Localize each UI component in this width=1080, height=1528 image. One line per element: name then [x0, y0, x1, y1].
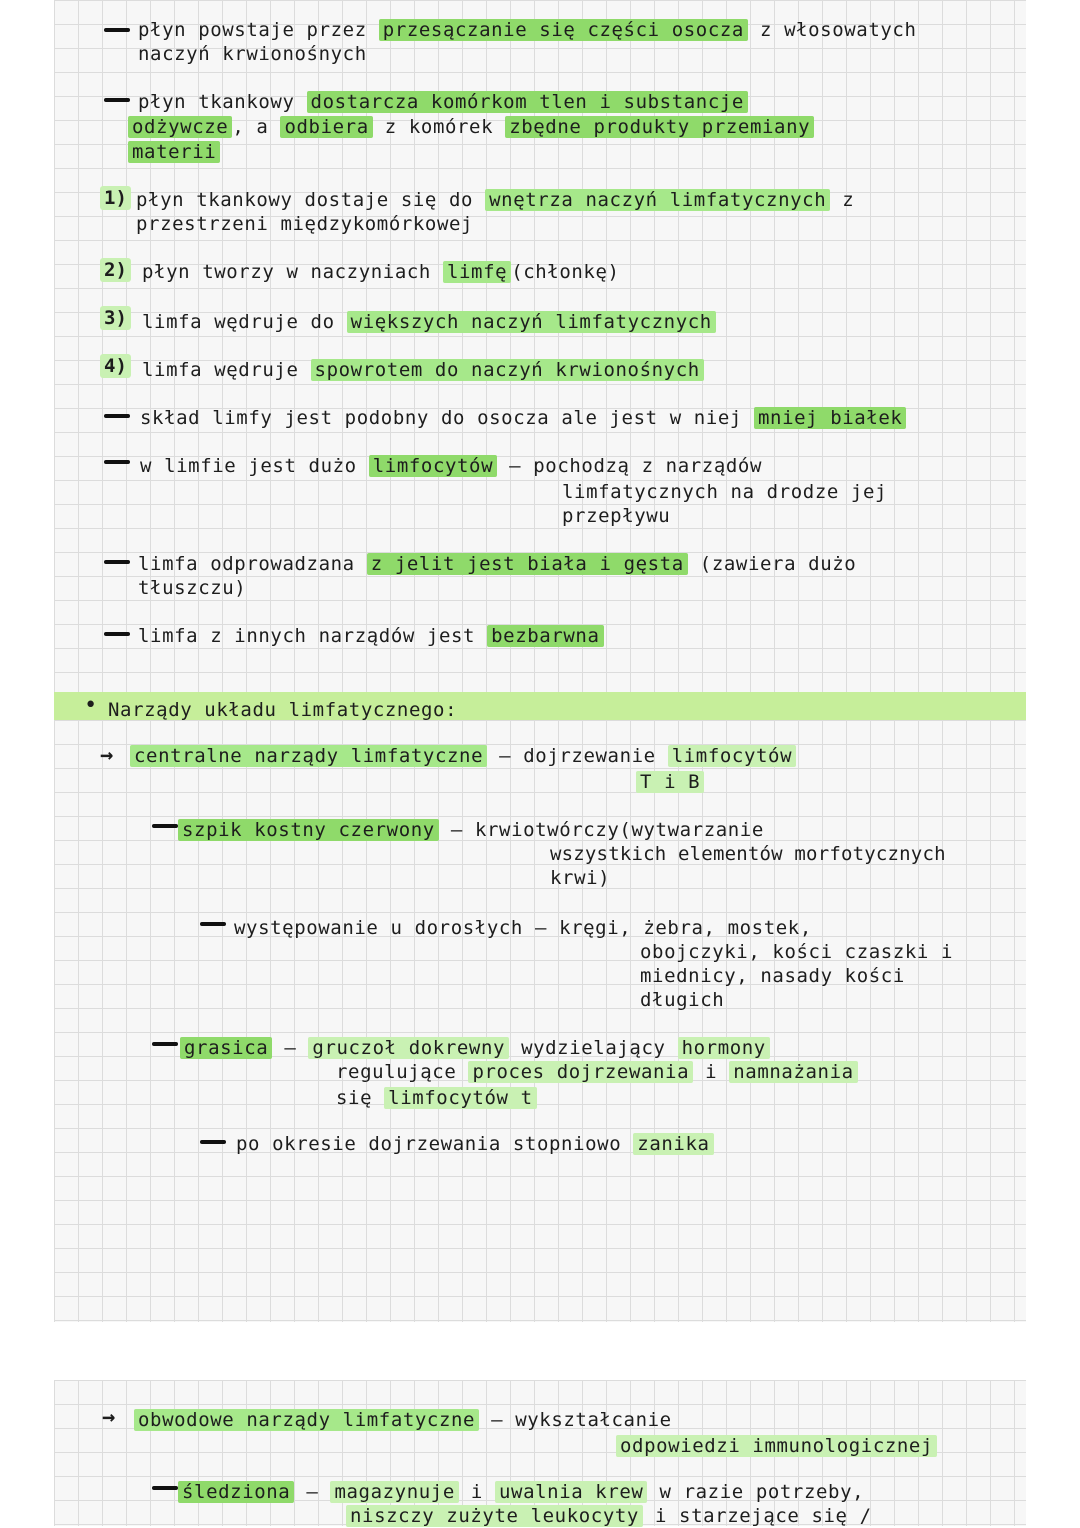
note-text: płyn tkankowy dostaje się do: [136, 189, 486, 211]
step-number: 3): [100, 306, 131, 330]
highlight: wnętrza naczyń limfatycznych: [485, 189, 830, 211]
note-text: regulujące: [336, 1061, 457, 1083]
note-line: [640, 964, 905, 988]
note-line: [130, 744, 796, 768]
note-text: płyn tworzy w naczyniach: [142, 261, 443, 283]
bullet-dot: •: [84, 693, 98, 718]
highlight: limfocytów: [369, 455, 497, 477]
highlight: namnażania: [729, 1061, 857, 1083]
highlight: mniej białek: [754, 407, 906, 429]
note-line: [138, 90, 748, 114]
step-number: 1): [100, 186, 131, 210]
note-text: limfa z innych narządów jest: [138, 625, 488, 647]
highlight: materii: [128, 141, 220, 163]
note-text: —: [294, 1481, 331, 1503]
note-text: płyn tkankowy: [138, 91, 307, 113]
note-text: limfa wędruje: [142, 359, 311, 381]
note-line: [134, 1408, 672, 1432]
note-line: [178, 818, 764, 842]
note-text: (chłonkę): [511, 261, 620, 283]
note-line: [562, 504, 670, 528]
highlight: z jelit jest biała i gęsta: [367, 553, 688, 575]
note-text: naczyń krwionośnych: [138, 43, 367, 65]
note-text: krwiotwórczy: [474, 819, 620, 841]
highlight: dostarcza komórkom tlen i substancje: [307, 91, 748, 113]
note-text: przepływu: [562, 505, 671, 527]
step-number: 2): [100, 258, 131, 282]
dash-marker: [104, 98, 130, 102]
note-text: z włosowatych: [747, 19, 917, 41]
note-text: długich: [640, 989, 725, 1011]
note-text: z: [830, 189, 855, 211]
highlight: większych naczyń limfatycznych: [347, 311, 716, 333]
highlight: T i B: [636, 771, 704, 793]
note-text: — pochodzą z narządów: [497, 455, 762, 477]
note-line: [140, 454, 762, 478]
note-line: [346, 1504, 872, 1528]
note-line: [138, 42, 367, 66]
note-line: [140, 406, 906, 430]
highlight: odżywcze: [128, 116, 232, 138]
highlight: przesączanie się części osocza: [379, 19, 748, 41]
note-line: [180, 1036, 770, 1060]
step-number: 4): [100, 354, 131, 378]
note-text: w limfie jest dużo: [140, 455, 369, 477]
highlight: odbiera: [280, 116, 372, 138]
arrow-right-icon: →: [100, 743, 114, 768]
note-text: limfatycznych na drodze jej: [562, 481, 888, 503]
note-text: występowanie u dorosłych —: [234, 917, 560, 939]
note-text: limfa odprowadzana: [138, 553, 367, 575]
note-text: — dojrzewanie: [487, 745, 668, 767]
note-line: [142, 260, 620, 284]
dash-marker: [200, 1140, 226, 1144]
dash-marker: [152, 1042, 178, 1046]
highlight: odpowiedzi immunologicznej: [616, 1435, 937, 1457]
note-text: — wykształcanie: [479, 1409, 672, 1431]
section-title-text: Narządy układu limfatycznego:: [108, 699, 458, 721]
dash-marker: [104, 632, 130, 636]
note-line: [142, 358, 704, 382]
note-text: (zawiera dużo: [687, 553, 857, 575]
note-line: [616, 1434, 937, 1458]
note-text: się: [336, 1087, 385, 1109]
note-line: [136, 212, 473, 236]
note-line: [136, 188, 854, 212]
note-line: [128, 115, 814, 139]
note-text: krwi): [550, 867, 611, 889]
note-text: przestrzeni międzykomórkowej: [136, 213, 474, 235]
dash-marker: [152, 824, 178, 828]
note-text: w razie potrzeby,: [647, 1481, 865, 1503]
note-text: miednicy, nasady kości: [640, 965, 905, 987]
note-line: [234, 916, 812, 940]
note-line: [138, 552, 856, 576]
dash-marker: [104, 414, 130, 418]
note-text: po okresie dojrzewania stopniowo: [236, 1133, 634, 1155]
highlight: szpik kostny czerwony: [178, 819, 439, 841]
highlight: bezbarwna: [487, 625, 603, 647]
note-line: [336, 1060, 858, 1084]
dash-marker: [104, 28, 130, 32]
note-text: i starzejące się /: [642, 1505, 872, 1527]
highlight: zanika: [633, 1133, 713, 1155]
highlight: spowrotem do naczyń krwionośnych: [311, 359, 704, 381]
highlight: proces dojrzewania: [468, 1061, 693, 1083]
note-line: [236, 1132, 714, 1156]
note-line: [336, 1086, 537, 1110]
dash-marker: [152, 1486, 178, 1490]
arrow-right-icon: →: [102, 1405, 116, 1430]
note-line: [138, 624, 604, 648]
dash-marker: [104, 560, 130, 564]
note-text: —: [438, 819, 475, 841]
note-line: [142, 310, 716, 334]
note-line: [178, 1480, 864, 1504]
highlight: centralne narządy limfatyczne: [130, 745, 487, 767]
note-text: i: [693, 1061, 730, 1083]
note-text: limfa wędruje do: [142, 311, 347, 333]
dash-marker: [104, 460, 130, 464]
note-text: , a: [232, 116, 281, 138]
note-line: [636, 770, 704, 794]
highlight: zbędne produkty przemiany: [505, 116, 814, 138]
highlight: limfocytów: [668, 745, 796, 767]
highlight: grasica: [180, 1037, 272, 1059]
highlight: niszczy zużyte leukocyty: [346, 1505, 643, 1527]
note-line: [640, 988, 724, 1012]
highlight: gruczoł dokrewny: [308, 1037, 509, 1059]
highlight: uwalnia krew: [495, 1481, 647, 1503]
highlight: hormony: [678, 1037, 770, 1059]
note-line: [138, 576, 246, 600]
highlight: magazynuje: [330, 1481, 458, 1503]
note-text: wydzielający: [509, 1037, 678, 1059]
highlight: limfę: [443, 261, 511, 283]
highlight: obwodowe narządy limfatyczne: [134, 1409, 479, 1431]
note-text: wszystkich elementów morfotycznych: [550, 843, 946, 865]
note-line: [550, 842, 946, 866]
note-line: [128, 140, 220, 164]
note-line: [550, 866, 610, 890]
note-text: tłuszczu): [138, 577, 247, 599]
note-text: kręgi, żebra, mostek,: [559, 917, 812, 939]
note-text: płyn powstaje przez: [138, 19, 379, 41]
note-text: (wytwarzanie: [619, 819, 764, 841]
highlight: limfocytów t: [384, 1087, 536, 1109]
note-text: skład limfy jest podobny do osocza ale jest w niej: [140, 407, 754, 429]
note-text: obojczyki, kości czaszki i: [640, 941, 954, 963]
note-text: —: [272, 1037, 309, 1059]
note-line: [138, 18, 917, 42]
note-text: z komórek: [372, 116, 506, 138]
note-text: i: [458, 1481, 495, 1503]
note-line: [562, 480, 887, 504]
section-title: [108, 698, 457, 722]
note-text: [456, 1061, 468, 1083]
highlight: śledziona: [178, 1481, 294, 1503]
note-line: [640, 940, 953, 964]
dash-marker: [200, 922, 226, 926]
